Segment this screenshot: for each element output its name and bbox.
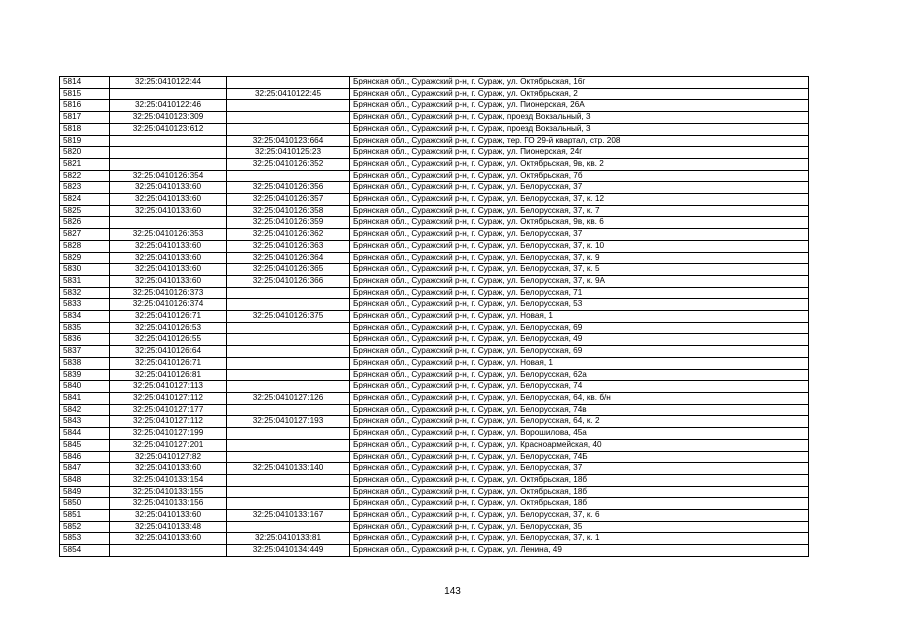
- cadastral-number-cell: 32:25:0410122:46: [110, 100, 227, 112]
- row-number-cell: 5825: [60, 205, 110, 217]
- row-number-cell: 5852: [60, 521, 110, 533]
- cadastral-number-cell: 32:25:0410126:55: [110, 334, 227, 346]
- row-number-cell: 5843: [60, 416, 110, 428]
- related-cadastral-number-cell: 32:25:0410126:357: [227, 194, 350, 206]
- cadastral-number-cell: 32:25:0410133:60: [110, 463, 227, 475]
- row-number-cell: 5847: [60, 463, 110, 475]
- address-cell: Брянская обл., Суражский р-н, г. Сураж, ул. Белорусская, 69: [350, 346, 809, 358]
- address-cell: Брянская обл., Суражский р-н, г. Сураж, ул. Белорусская, 37, к. 12: [350, 194, 809, 206]
- cadastral-number-cell: 32:25:0410126:354: [110, 170, 227, 182]
- page-number: 143: [444, 586, 461, 597]
- row-number-cell: 5844: [60, 428, 110, 440]
- address-cell: Брянская обл., Суражский р-н, г. Сураж, ул. Белорусская, 49: [350, 334, 809, 346]
- address-cell: Брянская обл., Суражский р-н, г. Сураж, ул. Пионерская, 24г: [350, 147, 809, 159]
- table-row: [60, 439, 809, 451]
- row-number-cell: 5823: [60, 182, 110, 194]
- table-row: [60, 474, 809, 486]
- cadastral-number-cell: [110, 135, 227, 147]
- row-number-cell: 5818: [60, 123, 110, 135]
- cadastral-number-cell: 32:25:0410133:60: [110, 510, 227, 522]
- related-cadastral-number-cell: [227, 112, 350, 124]
- table-row: [60, 217, 809, 229]
- related-cadastral-number-cell: 32:25:0410134:449: [227, 545, 350, 557]
- address-cell: Брянская обл., Суражский р-н, г. Сураж, ул. Октябрьская, 18б: [350, 486, 809, 498]
- address-cell: Брянская обл., Суражский р-н, г. Сураж, проезд Вокзальный, 3: [350, 123, 809, 135]
- row-number-cell: 5838: [60, 357, 110, 369]
- table-row: [60, 264, 809, 276]
- table-row: [60, 77, 809, 89]
- address-cell: Брянская обл., Суражский р-н, г. Сураж, ул. Пионерская, 26А: [350, 100, 809, 112]
- row-number-cell: 5821: [60, 158, 110, 170]
- table-row: [60, 287, 809, 299]
- table-row: [60, 205, 809, 217]
- related-cadastral-number-cell: 32:25:0410127:193: [227, 416, 350, 428]
- address-cell: Брянская обл., Суражский р-н, г. Сураж, ул. Ленина, 49: [350, 545, 809, 557]
- related-cadastral-number-cell: 32:25:0410126:366: [227, 275, 350, 287]
- related-cadastral-number-cell: 32:25:0410126:352: [227, 158, 350, 170]
- table-row: [60, 521, 809, 533]
- table-row: [60, 194, 809, 206]
- address-cell: Брянская обл., Суражский р-н, г. Сураж, ул. Белорусская, 62а: [350, 369, 809, 381]
- related-cadastral-number-cell: [227, 439, 350, 451]
- cadastral-number-cell: 32:25:0410127:82: [110, 451, 227, 463]
- table-row: [60, 428, 809, 440]
- cadastral-number-cell: 32:25:0410126:71: [110, 311, 227, 323]
- address-cell: Брянская обл., Суражский р-н, г. Сураж, ул. Октябрьская, 2: [350, 88, 809, 100]
- table-body: [60, 77, 809, 557]
- row-number-cell: 5824: [60, 194, 110, 206]
- cadastral-number-cell: 32:25:0410122:44: [110, 77, 227, 89]
- cadastral-number-cell: 32:25:0410123:612: [110, 123, 227, 135]
- address-cell: Брянская обл., Суражский р-н, г. Сураж, ул. Белорусская, 37: [350, 463, 809, 475]
- row-number-cell: 5820: [60, 147, 110, 159]
- cadastral-number-cell: [110, 88, 227, 100]
- row-number-cell: 5819: [60, 135, 110, 147]
- cadastral-number-cell: 32:25:0410133:60: [110, 240, 227, 252]
- table-row: [60, 451, 809, 463]
- table-row: [60, 299, 809, 311]
- row-number-cell: 5833: [60, 299, 110, 311]
- table-row: [60, 510, 809, 522]
- related-cadastral-number-cell: [227, 346, 350, 358]
- row-number-cell: 5846: [60, 451, 110, 463]
- row-number-cell: 5839: [60, 369, 110, 381]
- related-cadastral-number-cell: 32:25:0410127:126: [227, 392, 350, 404]
- address-cell: Брянская обл., Суражский р-н, г. Сураж, ул. Белорусская, 37: [350, 229, 809, 241]
- related-cadastral-number-cell: [227, 474, 350, 486]
- row-number-cell: 5840: [60, 381, 110, 393]
- related-cadastral-number-cell: [227, 486, 350, 498]
- table-row: [60, 147, 809, 159]
- data-table: [59, 76, 809, 557]
- table-row: [60, 158, 809, 170]
- cadastral-number-cell: 32:25:0410133:60: [110, 264, 227, 276]
- address-cell: Брянская обл., Суражский р-н, г. Сураж, ул. Октябрьская, 9в, кв. 2: [350, 158, 809, 170]
- address-cell: Брянская обл., Суражский р-н, г. Сураж, ул. Белорусская, 74: [350, 381, 809, 393]
- cadastral-number-cell: 32:25:0410126:71: [110, 357, 227, 369]
- table-row: [60, 486, 809, 498]
- cadastral-number-cell: [110, 545, 227, 557]
- row-number-cell: 5827: [60, 229, 110, 241]
- table-row: [60, 229, 809, 241]
- cadastral-number-cell: 32:25:0410133:60: [110, 275, 227, 287]
- cadastral-number-cell: 32:25:0410127:113: [110, 381, 227, 393]
- related-cadastral-number-cell: 32:25:0410126:356: [227, 182, 350, 194]
- cadastral-number-cell: 32:25:0410127:201: [110, 439, 227, 451]
- address-cell: Брянская обл., Суражский р-н, г. Сураж, ул. Октябрьская, 9в, кв. 6: [350, 217, 809, 229]
- cadastral-number-cell: 32:25:0410133:48: [110, 521, 227, 533]
- address-cell: Брянская обл., Суражский р-н, г. Сураж, проезд Вокзальный, 3: [350, 112, 809, 124]
- cadastral-number-cell: 32:25:0410123:309: [110, 112, 227, 124]
- cadastral-number-cell: 32:25:0410127:112: [110, 392, 227, 404]
- table-row: [60, 381, 809, 393]
- row-number-cell: 5815: [60, 88, 110, 100]
- related-cadastral-number-cell: 32:25:0410133:140: [227, 463, 350, 475]
- row-number-cell: 5841: [60, 392, 110, 404]
- cadastral-number-cell: 32:25:0410133:60: [110, 194, 227, 206]
- address-cell: Брянская обл., Суражский р-н, г. Сураж, ул. Новая, 1: [350, 357, 809, 369]
- address-cell: Брянская обл., Суражский р-н, г. Сураж, ул. Белорусская, 74Б: [350, 451, 809, 463]
- row-number-cell: 5851: [60, 510, 110, 522]
- address-cell: Брянская обл., Суражский р-н, г. Сураж, ул. Белорусская, 37, к. 5: [350, 264, 809, 276]
- related-cadastral-number-cell: 32:25:0410126:364: [227, 252, 350, 264]
- table-row: [60, 240, 809, 252]
- cadastral-number-cell: 32:25:0410133:156: [110, 498, 227, 510]
- address-cell: Брянская обл., Суражский р-н, г. Сураж, ул. Белорусская, 35: [350, 521, 809, 533]
- related-cadastral-number-cell: [227, 404, 350, 416]
- related-cadastral-number-cell: [227, 428, 350, 440]
- table-row: [60, 322, 809, 334]
- row-number-cell: 5830: [60, 264, 110, 276]
- cadastral-number-cell: 32:25:0410133:155: [110, 486, 227, 498]
- row-number-cell: 5850: [60, 498, 110, 510]
- table-row: [60, 170, 809, 182]
- related-cadastral-number-cell: 32:25:0410126:365: [227, 264, 350, 276]
- table-row: [60, 357, 809, 369]
- row-number-cell: 5822: [60, 170, 110, 182]
- table-row: [60, 404, 809, 416]
- cadastral-number-cell: 32:25:0410133:60: [110, 205, 227, 217]
- row-number-cell: 5829: [60, 252, 110, 264]
- related-cadastral-number-cell: [227, 100, 350, 112]
- row-number-cell: 5837: [60, 346, 110, 358]
- row-number-cell: 5845: [60, 439, 110, 451]
- address-cell: Брянская обл., Суражский р-н, г. Сураж, ул. Белорусская, 37: [350, 182, 809, 194]
- address-cell: Брянская обл., Суражский р-н, г. Сураж, ул. Белорусская, 37, к. 1: [350, 533, 809, 545]
- table-row: [60, 369, 809, 381]
- row-number-cell: 5814: [60, 77, 110, 89]
- table-row: [60, 100, 809, 112]
- cadastral-number-cell: 32:25:0410133:60: [110, 533, 227, 545]
- table-row: [60, 275, 809, 287]
- related-cadastral-number-cell: 32:25:0410126:362: [227, 229, 350, 241]
- address-cell: Брянская обл., Суражский р-н, г. Сураж, ул. Белорусская, 53: [350, 299, 809, 311]
- related-cadastral-number-cell: 32:25:0410133:167: [227, 510, 350, 522]
- row-number-cell: 5836: [60, 334, 110, 346]
- related-cadastral-number-cell: [227, 334, 350, 346]
- table-row: [60, 463, 809, 475]
- address-cell: Брянская обл., Суражский р-н, г. Сураж, ул. Белорусская, 37, к. 7: [350, 205, 809, 217]
- cadastral-number-cell: [110, 158, 227, 170]
- address-cell: Брянская обл., Суражский р-н, г. Сураж, ул. Белорусская, 37, к. 6: [350, 510, 809, 522]
- related-cadastral-number-cell: 32:25:0410126:358: [227, 205, 350, 217]
- table-row: [60, 135, 809, 147]
- table-row: [60, 533, 809, 545]
- address-cell: Брянская обл., Суражский р-н, г. Сураж, ул. Октябрьская, 18б: [350, 474, 809, 486]
- table-row: [60, 545, 809, 557]
- table-row: [60, 123, 809, 135]
- row-number-cell: 5853: [60, 533, 110, 545]
- related-cadastral-number-cell: [227, 299, 350, 311]
- address-cell: Брянская обл., Суражский р-н, г. Сураж, ул. Октябрьская, 7б: [350, 170, 809, 182]
- related-cadastral-number-cell: [227, 369, 350, 381]
- related-cadastral-number-cell: [227, 287, 350, 299]
- cadastral-number-cell: 32:25:0410127:112: [110, 416, 227, 428]
- related-cadastral-number-cell: 32:25:0410126:359: [227, 217, 350, 229]
- cadastral-number-cell: 32:25:0410133:60: [110, 252, 227, 264]
- address-cell: Брянская обл., Суражский р-н, г. Сураж, ул. Белорусская, 64, к. 2: [350, 416, 809, 428]
- cadastral-number-cell: 32:25:0410126:64: [110, 346, 227, 358]
- row-number-cell: 5849: [60, 486, 110, 498]
- address-cell: Брянская обл., Суражский р-н, г. Сураж, ул. Белорусская, 37, к. 10: [350, 240, 809, 252]
- related-cadastral-number-cell: [227, 381, 350, 393]
- row-number-cell: 5832: [60, 287, 110, 299]
- table-row: [60, 416, 809, 428]
- table-row: [60, 182, 809, 194]
- related-cadastral-number-cell: [227, 77, 350, 89]
- row-number-cell: 5854: [60, 545, 110, 557]
- address-cell: Брянская обл., Суражский р-н, г. Сураж, ул. Ворошилова, 45а: [350, 428, 809, 440]
- related-cadastral-number-cell: [227, 357, 350, 369]
- row-number-cell: 5834: [60, 311, 110, 323]
- row-number-cell: 5848: [60, 474, 110, 486]
- table-row: [60, 498, 809, 510]
- cadastral-number-cell: 32:25:0410126:81: [110, 369, 227, 381]
- related-cadastral-number-cell: [227, 521, 350, 533]
- address-cell: Брянская обл., Суражский р-н, г. Сураж, ул. Октябрьская, 18б: [350, 498, 809, 510]
- related-cadastral-number-cell: [227, 498, 350, 510]
- table-row: [60, 334, 809, 346]
- related-cadastral-number-cell: 32:25:0410123:664: [227, 135, 350, 147]
- row-number-cell: 5817: [60, 112, 110, 124]
- row-number-cell: 5828: [60, 240, 110, 252]
- related-cadastral-number-cell: 32:25:0410122:45: [227, 88, 350, 100]
- cadastral-number-cell: 32:25:0410127:199: [110, 428, 227, 440]
- table-row: [60, 88, 809, 100]
- related-cadastral-number-cell: [227, 451, 350, 463]
- table-row: [60, 311, 809, 323]
- related-cadastral-number-cell: [227, 170, 350, 182]
- row-number-cell: 5835: [60, 322, 110, 334]
- related-cadastral-number-cell: [227, 123, 350, 135]
- address-cell: Брянская обл., Суражский р-н, г. Сураж, ул. Белорусская, 74в: [350, 404, 809, 416]
- cadastral-number-cell: 32:25:0410133:60: [110, 182, 227, 194]
- cadastral-number-cell: [110, 147, 227, 159]
- cadastral-number-cell: 32:25:0410133:154: [110, 474, 227, 486]
- related-cadastral-number-cell: [227, 322, 350, 334]
- row-number-cell: 5826: [60, 217, 110, 229]
- related-cadastral-number-cell: 32:25:0410133:81: [227, 533, 350, 545]
- related-cadastral-number-cell: 32:25:0410126:375: [227, 311, 350, 323]
- address-cell: Брянская обл., Суражский р-н, г. Сураж, ул. Белорусская, 69: [350, 322, 809, 334]
- cadastral-number-cell: 32:25:0410126:373: [110, 287, 227, 299]
- address-cell: Брянская обл., Суражский р-н, г. Сураж, ул. Белорусская, 37, к. 9: [350, 252, 809, 264]
- cadastral-number-cell: [110, 217, 227, 229]
- related-cadastral-number-cell: 32:25:0410125:23: [227, 147, 350, 159]
- address-cell: Брянская обл., Суражский р-н, г. Сураж, тер. ГО 29-й квартал, стр. 208: [350, 135, 809, 147]
- cadastral-number-cell: 32:25:0410126:374: [110, 299, 227, 311]
- table-row: [60, 252, 809, 264]
- address-cell: Брянская обл., Суражский р-н, г. Сураж, ул. Октябрьская, 16г: [350, 77, 809, 89]
- cadastral-number-cell: 32:25:0410127:177: [110, 404, 227, 416]
- address-cell: Брянская обл., Суражский р-н, г. Сураж, ул. Красноармейская, 40: [350, 439, 809, 451]
- table-row: [60, 346, 809, 358]
- table-row: [60, 392, 809, 404]
- address-cell: Брянская обл., Суражский р-н, г. Сураж, ул. Новая, 1: [350, 311, 809, 323]
- row-number-cell: 5842: [60, 404, 110, 416]
- address-cell: Брянская обл., Суражский р-н, г. Сураж, ул. Белорусская, 71: [350, 287, 809, 299]
- address-cell: Брянская обл., Суражский р-н, г. Сураж, ул. Белорусская, 37, к. 9А: [350, 275, 809, 287]
- table-row: [60, 112, 809, 124]
- row-number-cell: 5816: [60, 100, 110, 112]
- cadastral-number-cell: 32:25:0410126:53: [110, 322, 227, 334]
- related-cadastral-number-cell: 32:25:0410126:363: [227, 240, 350, 252]
- cadastral-number-cell: 32:25:0410126:353: [110, 229, 227, 241]
- address-cell: Брянская обл., Суражский р-н, г. Сураж, ул. Белорусская, 64, кв. б/н: [350, 392, 809, 404]
- row-number-cell: 5831: [60, 275, 110, 287]
